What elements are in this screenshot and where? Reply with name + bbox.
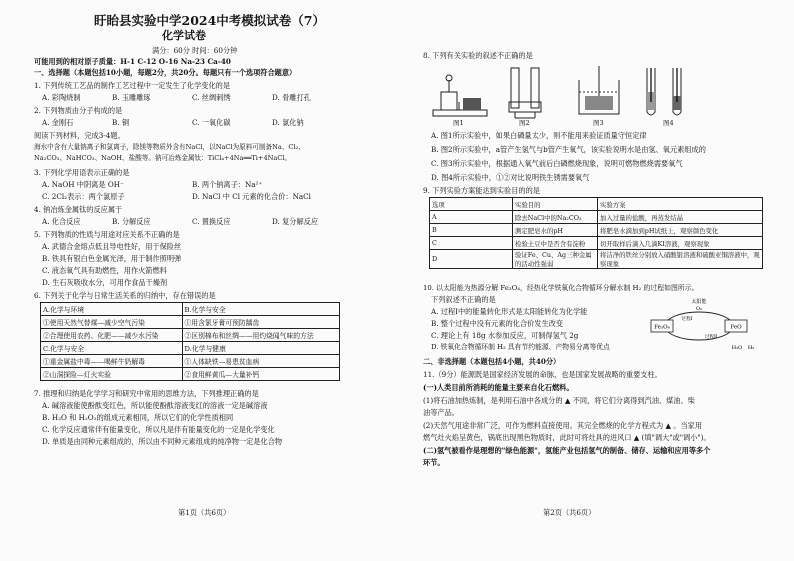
section-2-heading: 二、非选择题（本题包括4小题，共40分） xyxy=(423,357,561,366)
table-row xyxy=(430,198,763,211)
figure-3-label: 图3 xyxy=(593,119,604,127)
q3-option-c: C. 2Cl₂表示：两个氯原子 xyxy=(42,192,125,201)
diagram-process-1-label: 过程Ⅰ xyxy=(681,317,693,322)
table-cell: 测定肥皂水的pH xyxy=(513,224,598,237)
material-line-2: Na₂CO₃、NaHCO₃、NaOH、盐酸等。钠可冶炼金属钛：TiCl₄+4Na══Ti+4NaCl。 xyxy=(34,154,292,162)
q7-option-a: A. 碱溶液能使酚酞变红色，所以能使酚酞溶液变红的溶液一定是碱溶液 xyxy=(42,401,268,410)
page-footer-left: 第1页（共6页） xyxy=(178,508,231,517)
table-cell: ②区别棉布和丝绸——用灼烧闻气味的方法 xyxy=(182,329,339,342)
material-line-1: 海水中含有大量钠离子和氯离子，除镁等物质外含有NaCl，以NaCl为原料可制备Na、Cl₂、 xyxy=(34,143,305,151)
q2-option-a: A. 金刚石 xyxy=(42,118,74,127)
q1-option-d: D. 骨雕打孔 xyxy=(272,93,311,102)
table-row xyxy=(430,224,763,237)
table-row xyxy=(41,368,340,381)
q4-option-b: B. 分解反应 xyxy=(112,217,151,226)
q11-item-2-line-1: (2)天然气用途非常广泛，可作为燃料直接使用。其完全燃烧的化学方程式为 ▲ 。当家用 xyxy=(423,421,703,430)
q9-table xyxy=(429,197,763,269)
table-cell: A.化学与环境 xyxy=(41,303,183,316)
table-cell: 加入过量的盐酸，再蒸发结晶 xyxy=(598,211,763,224)
table-row xyxy=(430,250,763,269)
table-cell: C.化学与安全 xyxy=(41,342,183,355)
q2-option-d: D. 氯化钠 xyxy=(272,118,304,127)
question-1: 1. 下列传统工艺品的制作工艺过程中一定发生了化学变化的是 xyxy=(34,81,231,90)
figure-1-balance-apparatus xyxy=(427,62,493,122)
table-cell: ①重金属盐中毒——喝鲜牛奶解毒 xyxy=(41,355,183,368)
q1-option-a: A. 彩陶烧制 xyxy=(42,93,81,102)
table-cell: A xyxy=(430,211,513,224)
table-row xyxy=(41,303,340,316)
diagram-process-2-label: 过程Ⅱ xyxy=(704,335,718,340)
diagram-o2-label: O₂ xyxy=(695,306,703,312)
q3-option-b: B. 两个钠离子：Na²⁺ xyxy=(192,180,263,189)
q8-option-a: A. 图1所示实验中，如果白磷量太少，则不能用来验证质量守恒定律 xyxy=(431,131,647,140)
q11-item-2-line-2: 燃气灶火焰呈黄色，锅底出现黑色物质时，此时可将灶具的进风口 ▲ (填"调大"或"调小")。 xyxy=(423,433,711,442)
question-2: 2. 下列物质由分子构成的是 xyxy=(34,106,123,115)
question-11: 11.（9分）能源既是国家经济发展的命脉，也是国家发展战略的重要支柱。 xyxy=(423,370,662,379)
question-8: 8. 下列有关实验的叙述不正确的是 xyxy=(423,51,533,60)
table-cell: 切开取样后滴入几滴KI溶液，观察现象 xyxy=(598,237,763,250)
diagram-h2o-label: H₂O xyxy=(731,345,743,351)
table-cell: 验证Fe、Cu、Ag三种金属的活动性强弱 xyxy=(513,250,598,269)
table-row xyxy=(430,237,763,250)
q4-option-a: A. 化合反应 xyxy=(42,217,81,226)
table-cell: 将肥皂水滴加到pH试纸上，观察颜色变化 xyxy=(598,224,763,237)
exam-title: 盱眙县实验中学2024中考模拟试卷（7） xyxy=(94,13,325,28)
q7-option-d: D. 单质是由同种元素组成的，所以由不同种元素组成的纯净物一定是化合物 xyxy=(42,437,283,446)
question-10-line-2: 下列叙述不正确的是 xyxy=(431,295,496,304)
q6-table xyxy=(40,302,340,381)
table-cell: 选项 xyxy=(430,198,513,211)
q8-option-b: B. 图2所示实验中，a管产生氢气与b管产生氧气，该实验说明水是由氢、氧元素组成的 xyxy=(431,145,706,154)
q7-option-b: B. H₂O 和 H₂O₂的组成元素相同，所以它们的化学性质相同 xyxy=(42,413,234,422)
q11-part-1-heading: (一)人类目前所消耗的能量主要来自化石燃料。 xyxy=(423,383,574,392)
table-cell: D xyxy=(430,250,513,269)
q8-option-c: C. 图3所示实验中，根据通入氧气前后白磷燃烧现象，说明可燃物燃烧需要氧气 xyxy=(431,159,683,168)
table-cell: 实验目的 xyxy=(513,198,598,211)
q2-option-b: B. 铜 xyxy=(112,118,130,127)
q11-part-2-line-1: (二)氢气被看作是理想的"绿色能源"，氢能产业包括氢气的制备、储存、运输和应用等多个 xyxy=(423,446,711,455)
question-5: 5. 下列物质的性质与用途对应关系不正确的是 xyxy=(34,230,180,239)
figure-1-label: 图1 xyxy=(453,119,464,127)
q5-option-d: D. 生石灰吸收水分，可用作食品干燥剂 xyxy=(42,278,168,287)
table-cell: ①用含氯牙膏可预防龋齿 xyxy=(182,316,339,329)
table-cell: 检验土豆中是否含有淀粉 xyxy=(513,237,598,250)
atomic-masses: 可能用到的相对原子质量：H-1 C-12 O-16 Na-23 Ca-40 xyxy=(34,57,231,66)
table-cell: ①人体缺铁—易患贫血病 xyxy=(182,355,339,368)
q1-option-c: C. 丝绸刺绣 xyxy=(192,93,231,102)
table-cell: 实验方案 xyxy=(598,198,763,211)
table-cell: ②合理使用农药、化肥——减少水污染 xyxy=(41,329,183,342)
table-cell: ①使用天然气替煤—减少空气污染 xyxy=(41,316,183,329)
table-cell: ②山洞探险—灯火实验 xyxy=(41,368,183,381)
table-cell: 除去NaCl中的Na₂CO₃ xyxy=(513,211,598,224)
q10-option-a: A. 过程Ⅰ中的能量转化形式是太阳能转化为化学能 xyxy=(431,307,588,316)
table-row xyxy=(41,342,340,355)
table-cell: B.化学与安全 xyxy=(182,303,339,316)
question-7: 7. 推理和归纳是化学学习和研究中常用的思维方法，下列推理正确的是 xyxy=(34,389,259,398)
q3-option-d: D. NaCl 中 Cl 元素的化合价：NaCl xyxy=(192,192,311,201)
figure-3-phosphorus-beaker xyxy=(575,62,623,122)
exam-meta: 满分：60分 时间：60分钟 xyxy=(152,46,238,55)
table-cell: D.化学与健康 xyxy=(182,342,339,355)
iron-oxide-cycle-diagram xyxy=(639,296,759,356)
section-1-heading: 一、选择题（本题包括10小题，每题2分，共20分。每题只有一个选项符合题意） xyxy=(34,68,297,77)
q5-option-a: A. 武德合金熔点低且导电性好，用于保险丝 xyxy=(42,242,182,251)
table-cell: C xyxy=(430,237,513,250)
q10-option-c: C. 理论上有 18g 水参加反应，可制得氢气 2g xyxy=(431,331,579,340)
q11-item-1-line-1: (1)将石油加热炼制，是利用石油中各成分的 ▲ 不同，将它们分离得到汽油、煤油、柴 xyxy=(423,396,695,405)
figure-4-rust-test-tubes xyxy=(637,62,707,122)
q11-part-2-line-2: 环节。 xyxy=(423,458,445,467)
table-row xyxy=(41,329,340,342)
q2-option-c: C. 一氧化碳 xyxy=(192,118,231,127)
diagram-solar-label: 太阳能 xyxy=(691,299,707,305)
table-cell: ②食用鲜黄瓜—大量补钙 xyxy=(182,368,339,381)
question-3: 3. 下列化学用语表示正确的是 xyxy=(34,168,130,177)
table-cell: B xyxy=(430,224,513,237)
question-9: 9. 下列实验方案能达到实验目的的是 xyxy=(423,186,540,195)
q3-option-a: A. NaOH 中阴离是 OH⁻ xyxy=(42,180,124,189)
q5-option-c: C. 液态氧气具有助燃性，用作火箭燃料 xyxy=(42,266,167,275)
q4-option-d: D. 复分解反应 xyxy=(272,217,319,226)
q10-option-d: D. 铁氧化合物循环制 H₂ 具有节约能源、产物易分离等优点 xyxy=(431,343,610,351)
table-row xyxy=(41,316,340,329)
q7-option-c: C. 化学反应通常伴有能量变化，所以凡是伴有能量变化的一定是化学变化 xyxy=(42,425,275,434)
question-4: 4. 钠冶炼金属钛的反应属于 xyxy=(34,205,123,214)
q8-option-d: D. 图4所示实验中，①②对比说明铁生锈需要氧气 xyxy=(431,173,590,182)
figure-2-label: 图2 xyxy=(519,119,530,127)
table-row xyxy=(41,355,340,368)
figure-2-electrolysis-apparatus xyxy=(505,62,545,122)
exam-subtitle: 化学试卷 xyxy=(162,29,206,42)
question-6: 6. 下列关于化学与日常生活关系的归纳中，存在错误的是 xyxy=(34,291,216,300)
diagram-h2-label: H₂ xyxy=(747,345,755,351)
q10-option-b: B. 整个过程中没有元素的化合价发生改变 xyxy=(431,319,564,328)
q11-item-1-line-2: 油等产品。 xyxy=(423,408,459,417)
table-row xyxy=(430,211,763,224)
page-footer-right: 第2页（共6页） xyxy=(543,508,596,517)
question-10-line-1: 10. 以太阳能为热源分解 Fe₃O₄，经热化学铁氧化合物循环分解水制 H₂ 的过程如图所示。 xyxy=(423,284,699,292)
reading-note: 阅读下列材料，完成3-4题。 xyxy=(34,131,125,140)
right-page xyxy=(397,0,794,561)
q5-option-b: B. 铁具有银白色金属光泽，用于制作照明弹 xyxy=(42,254,182,263)
q4-option-c: C. 置换反应 xyxy=(192,217,231,226)
diagram-feo-label: FeO xyxy=(730,324,742,331)
figure-4-label: 图4 xyxy=(663,119,674,127)
diagram-fe3o4-label: Fe₃O₄ xyxy=(654,324,670,331)
table-cell: 将洁净的铁丝分别放入硝酸银溶液和硫酸亚铜溶液中，观察现象 xyxy=(598,250,763,269)
q1-option-b: B. 玉雕雕琢 xyxy=(112,93,151,102)
